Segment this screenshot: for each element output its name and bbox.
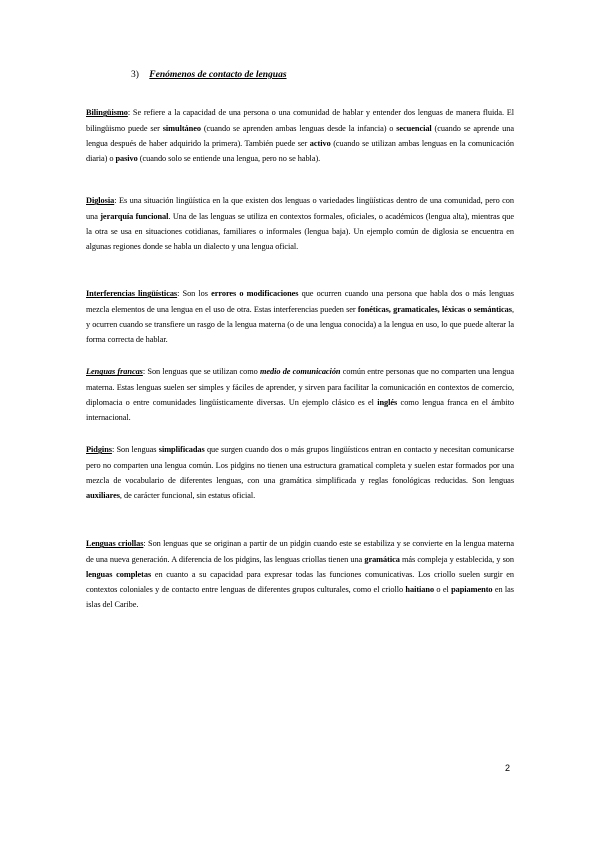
term-lenguas-criollas: Lenguas criollas <box>86 539 144 549</box>
bold-keyword: lenguas completas <box>86 569 152 579</box>
bold-keyword: medio de comunicación <box>259 367 341 377</box>
term-bilinguismo: Bilingüismo <box>86 108 128 118</box>
paragraph-text: : Son lenguas que se originan a partir de un pidgin cuando este se estabiliza y se convierte en la lengua materna de una nueva generación. A diferencia de los pidgins, las lenguas criollas tienen una <box>86 539 514 564</box>
bold-keyword: simultáneo <box>162 123 201 133</box>
paragraph-lenguas-criollas <box>86 536 514 612</box>
section-title: Fenómenos de contacto de lenguas <box>149 70 287 80</box>
paragraph-text: : Son los <box>177 289 212 299</box>
bold-keyword: auxiliares <box>86 490 120 500</box>
bold-keyword: papiamento <box>451 584 493 594</box>
bold-keyword: fonéticas, gramaticales, léxicas o semánticas <box>357 304 512 314</box>
paragraph-text: : Son lenguas que se utilizan como <box>142 367 260 377</box>
paragraph-text: que ocurren cuando una persona que habla dos o más lenguas mezcla elementos de una lengua en el uso de otra. Estas interferencias pueden ser <box>86 289 514 314</box>
paragraph-lenguas-francas <box>86 364 514 425</box>
section-number: 3) <box>131 70 139 80</box>
paragraph-text: que surgen cuando dos o más grupos lingüísticos entran en contacto y necesitan comunicarse pero no comparten una lengua común. Los pidgins no tienen una estructura gramatical completa y suelen estar formados por una mezcla de vocabulario de diferentes lenguas, con una gramática simplificada y reglas fonológicas reducidas. Son lenguas <box>86 445 514 485</box>
bold-keyword: jerarquía funcional <box>100 211 169 221</box>
section-heading <box>131 69 287 81</box>
paragraph-text: en cuanto a su capacidad para expresar todas las funciones comunicativas. Los criollo suelen surgir en contextos coloniales y de contacto entre lenguas de diferentes grupos culturales, como el criollo <box>86 569 514 594</box>
paragraph-text: más compleja y establecida, y son <box>399 554 514 564</box>
paragraph-pidgins <box>86 442 514 503</box>
paragraph-text: como lengua franca en el ámbito internacional. <box>86 397 515 422</box>
paragraph-text: común entre personas que no comparten una lengua materna. Estas lenguas suelen ser simples y fáciles de aprender, y sirven para facilitar la comunicación en contextos de comercio, diplomacia o entre comunidades lingüísticamente diversas. Un ejemplo clásico es el <box>86 367 514 407</box>
bold-keyword: gramática <box>364 554 400 564</box>
paragraph-text: : Se refiere a la capacidad de una persona o una comunidad de hablar y entender dos lenguas de manera fluida. El bilingüismo puede ser <box>86 108 514 133</box>
paragraph-text: . Una de las lenguas se utiliza en contextos formales, oficiales, o académicos (lengua alta), mientras que la otra se usa en situaciones cotidianas, familiares o informales (lengua baja). Un ejemplo común de diglosia se encuentra en algunas regiones donde se habla un dialecto y una lengua oficial. <box>86 211 515 251</box>
term-lenguas-francas: Lenguas francas <box>86 367 143 377</box>
term-interferencias: Interferencias lingüísticas <box>86 289 178 299</box>
paragraph-text: : Son lenguas <box>111 445 159 455</box>
bold-keyword: inglés <box>377 397 398 407</box>
bold-keyword: errores o modificaciones <box>211 289 299 299</box>
paragraph-text: (cuando se aprende una lengua después de haber adquirido la primera). También puede ser <box>86 123 514 148</box>
paragraph-text: en las islas del Caribe. <box>86 584 514 610</box>
paragraph-text: , de carácter funcional, sin estatus oficial. <box>119 490 256 500</box>
bold-keyword: activo <box>309 138 331 148</box>
paragraph-diglosia <box>86 193 514 254</box>
paragraph-text: (cuando se aprenden ambas lenguas desde la infancia) o <box>200 123 397 133</box>
paragraph-interferencias <box>86 286 514 347</box>
bold-keyword: pasivo <box>115 153 138 163</box>
bold-keyword: simplificadas <box>158 445 205 455</box>
bold-keyword: secuencial <box>396 123 432 133</box>
paragraph-text: o el <box>434 584 452 594</box>
term-pidgins: Pidgins <box>86 445 112 455</box>
bold-keyword: haitiano <box>405 584 435 594</box>
page-number: 2 <box>505 763 511 773</box>
paragraph-text: : Es una situación lingüística en la que existen dos lenguas o variedades lingüísticas dentro de una comunidad, pero con una <box>86 196 514 221</box>
paragraph-bilinguismo <box>86 105 514 166</box>
term-diglosia: Diglosia <box>86 196 115 206</box>
paragraph-text: (cuando solo se entiende una lengua, pero no se habla). <box>137 153 321 163</box>
paragraph-text: (cuando se utilizan ambas lenguas en la comunicación diaria) o <box>86 138 514 163</box>
paragraph-text: , y ocurren cuando se transfiere un rasgo de la lengua materna (o de una lengua conocida) a la lengua en uso, lo que puede alterar la forma correcta de hablar. <box>86 304 514 344</box>
